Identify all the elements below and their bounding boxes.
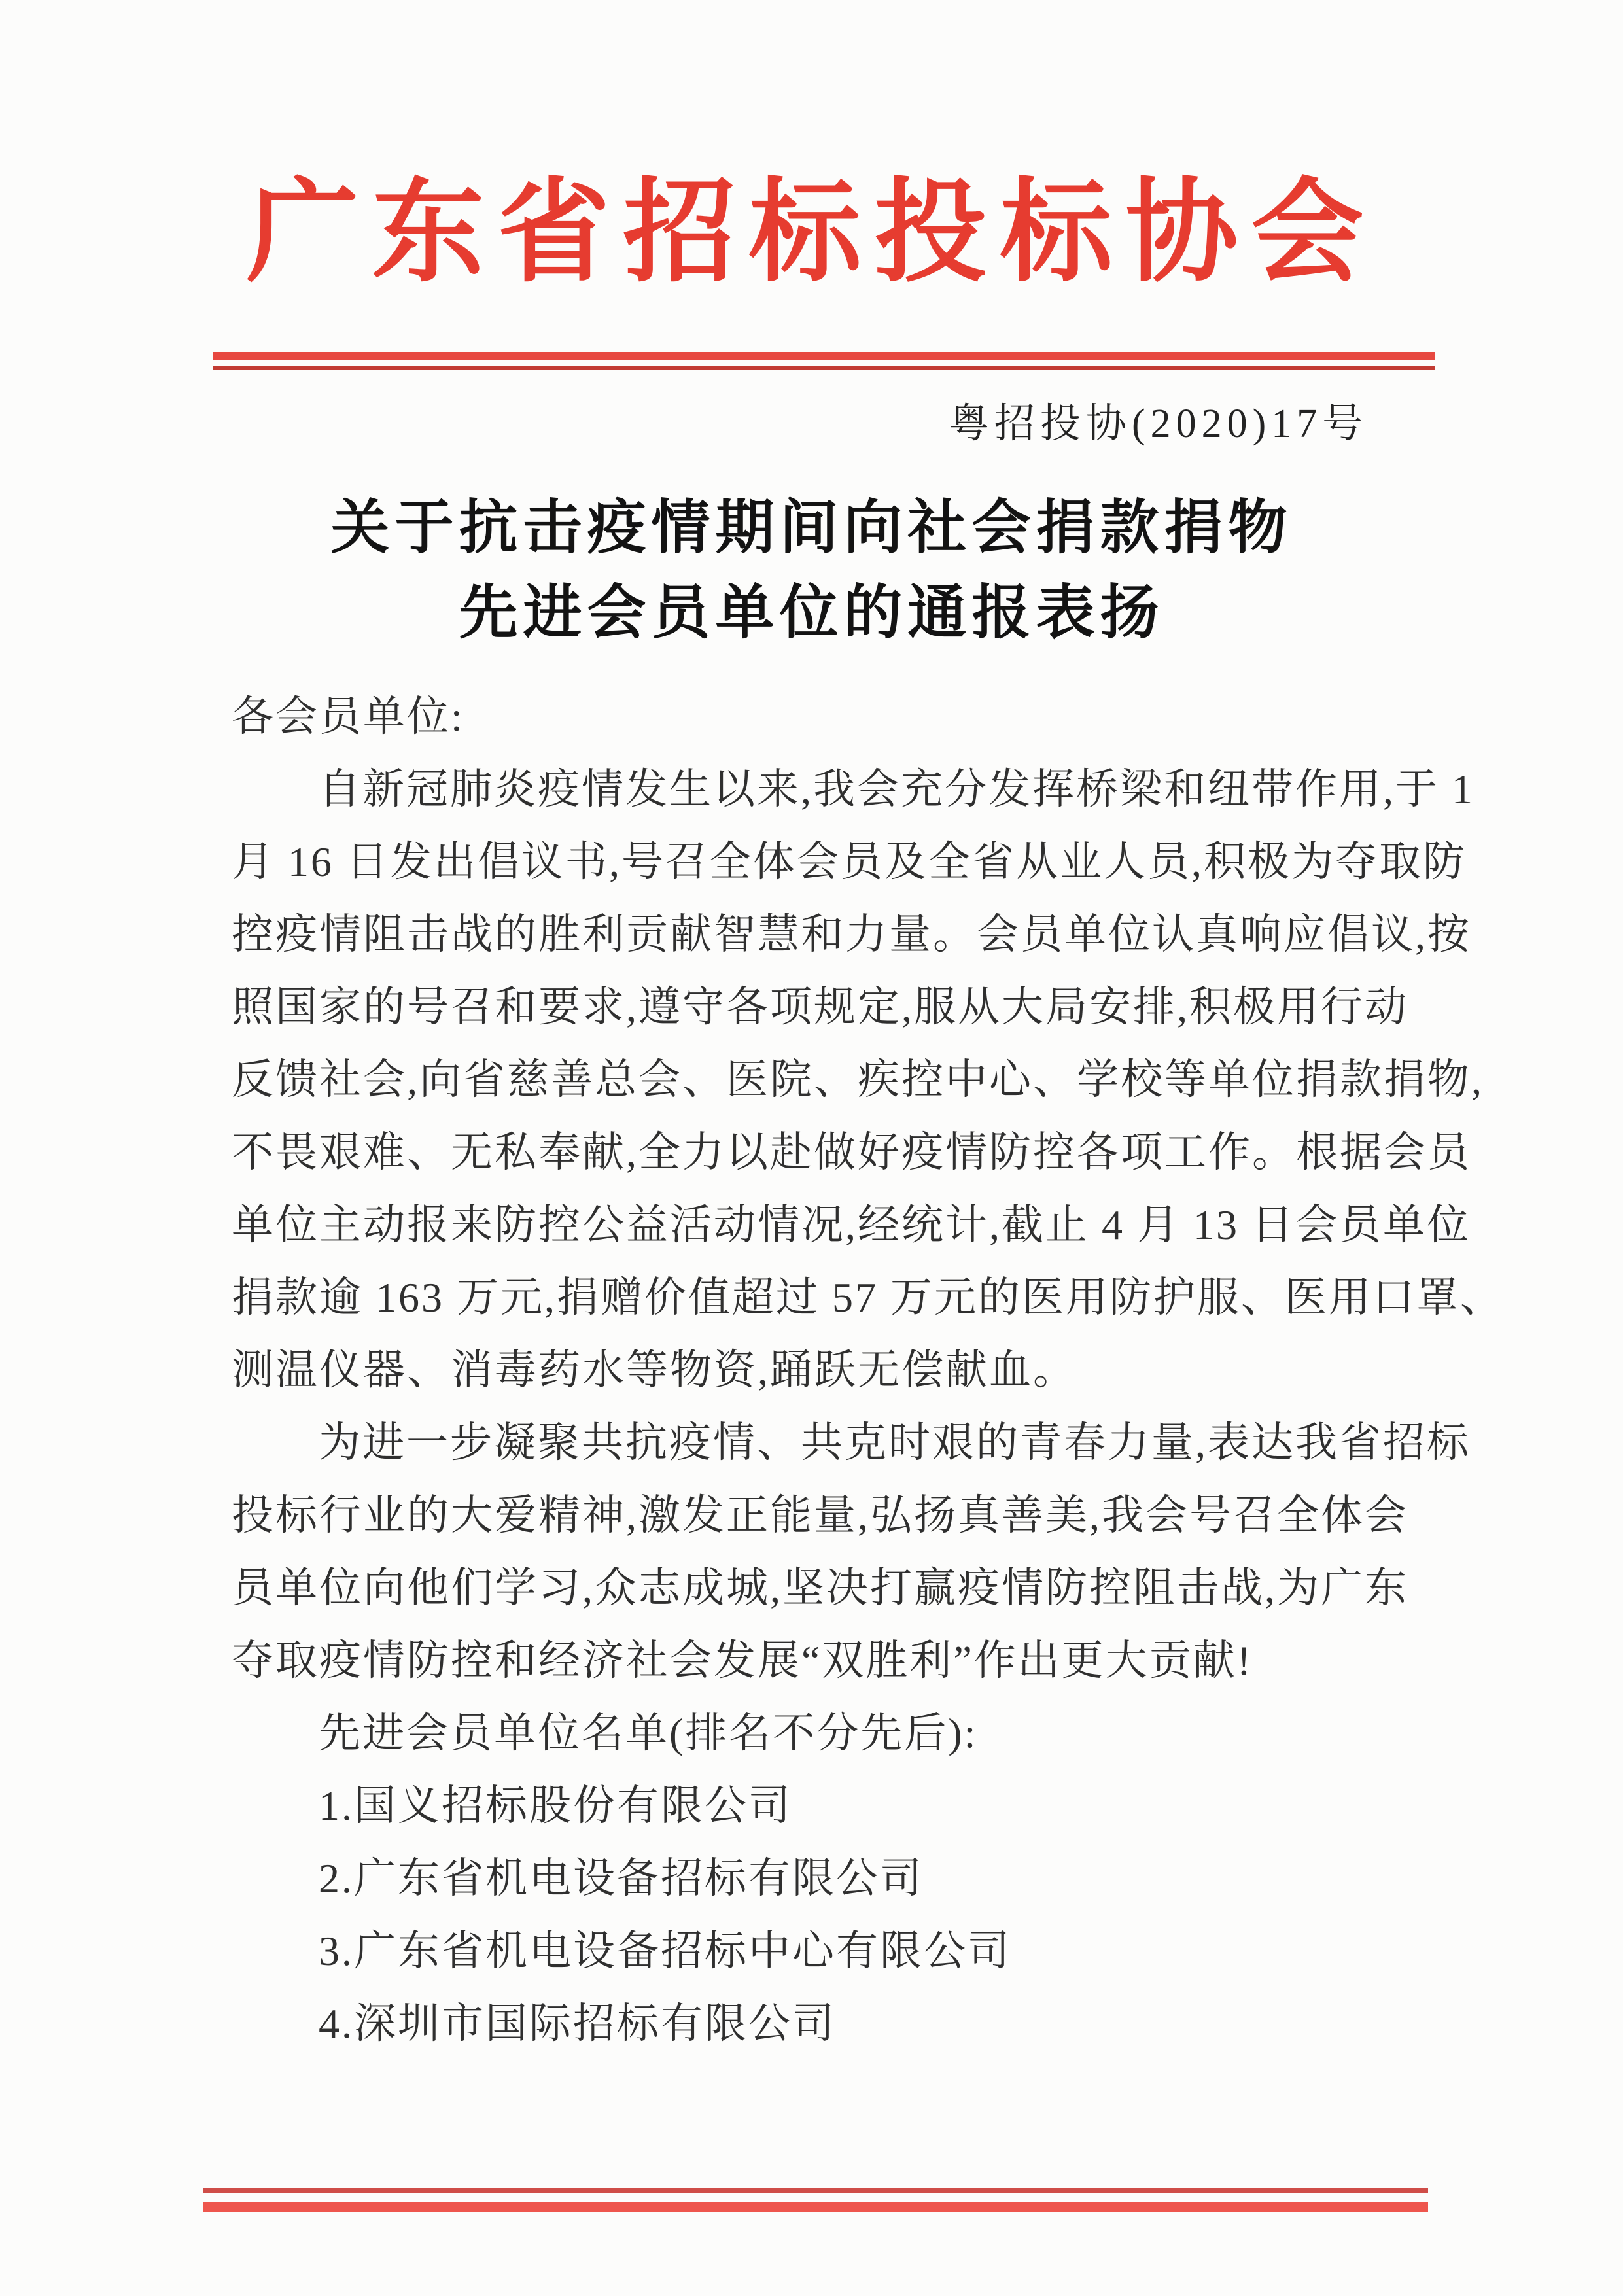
body-line: 不畏艰难、无私奉献,全力以赴做好疫情防控各项工作。根据会员 <box>232 1129 1471 1175</box>
company-list-item: 1.国义招标股份有限公司 <box>319 1783 792 1829</box>
document-number: 粤招投协(2020)17号 <box>949 402 1369 446</box>
header-rule-thick <box>213 352 1435 360</box>
company-list-item: 4.深圳市国际招标有限公司 <box>319 2000 836 2047</box>
salutation: 各会员单位: <box>232 693 464 740</box>
body-line: 控疫情阻击战的胜利贡献智慧和力量。会员单位认真响应倡议,按 <box>232 911 1471 958</box>
org-header-title: 广东省招标投标协会 <box>246 171 1377 296</box>
body-line: 测温仪器、消毒药水等物资,踊跃无偿献血。 <box>232 1347 1077 1393</box>
body-line: 投标行业的大爱精神,激发正能量,弘扬真善美,我会号召全体会 <box>232 1492 1408 1539</box>
document-body <box>232 680 1504 2060</box>
body-line: 捐款逾 163 万元,捐赠价值超过 57 万元的医用防护服、医用口罩、 <box>232 1274 1504 1321</box>
body-line: 单位主动报来防控公益活动情况,经统计,截止 4 月 13 日会员单位 <box>232 1202 1471 1248</box>
company-list-item: 2.广东省机电设备招标有限公司 <box>319 1855 924 1902</box>
body-line: 员单位向他们学习,众志成城,坚决打赢疫情防控阻击战,为广东 <box>232 1565 1408 1611</box>
body-line: 月 16 日发出倡议书,号召全体会员及全省从业人员,积极为夺取防 <box>232 839 1467 885</box>
document-title-line-2: 先进会员单位的通报表扬 <box>459 580 1164 646</box>
footer-rule-thick <box>203 2202 1428 2212</box>
body-line: 为进一步凝聚共抗疫情、共克时艰的青春力量,表达我省招标 <box>319 1419 1471 1466</box>
footer-rule-thin <box>203 2188 1428 2193</box>
document-title <box>0 485 1623 655</box>
header-rule-thin <box>213 366 1435 370</box>
company-list-item: 3.广东省机电设备招标中心有限公司 <box>319 1928 1011 1974</box>
body-line: 反馈社会,向省慈善总会、医院、疾控中心、学校等单位捐款捐物, <box>232 1056 1484 1103</box>
body-line: 夺取疫情防控和经济社会发展“双胜利”作出更大贡献! <box>232 1637 1253 1684</box>
document-title-line-1: 关于抗击疫情期间向社会捐款捐物 <box>330 495 1293 561</box>
list-heading: 先进会员单位名单(排名不分先后): <box>319 1710 978 1756</box>
body-line: 照国家的号召和要求,遵守各项规定,服从大局安排,积极用行动 <box>232 984 1408 1030</box>
body-line: 自新冠肺炎疫情发生以来,我会充分发挥桥梁和纽带作用,于 1 <box>319 766 1475 812</box>
